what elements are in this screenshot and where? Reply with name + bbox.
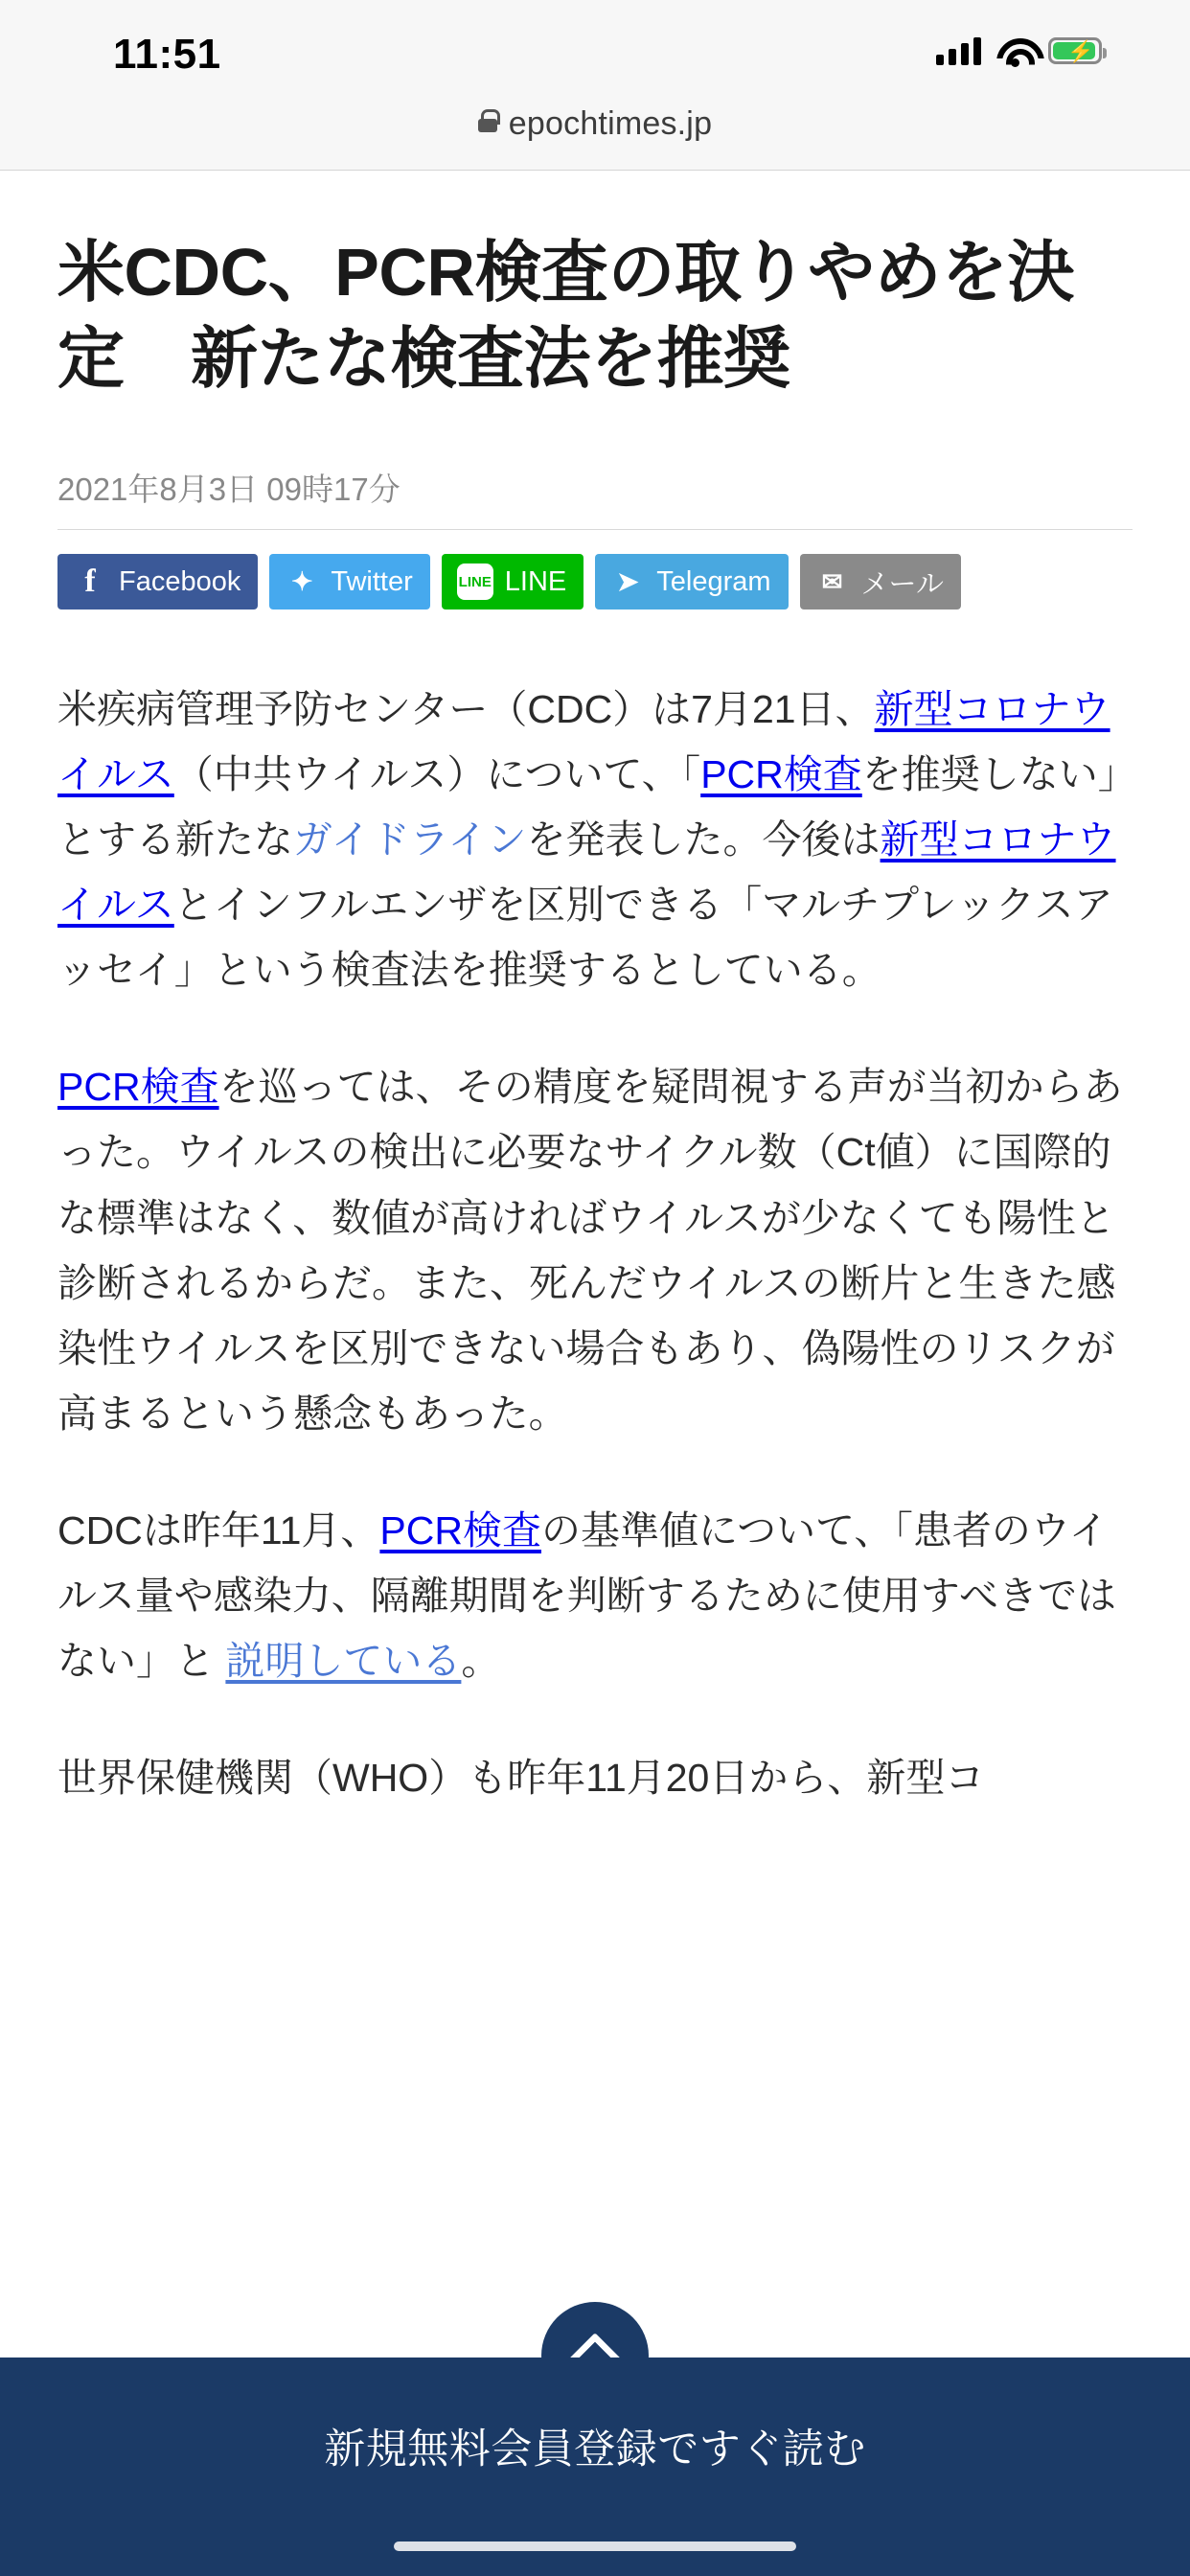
status-icons (936, 36, 1102, 65)
paragraph-3-text-a: CDCは昨年11月、 (57, 1507, 380, 1552)
address-bar[interactable] (0, 105, 1190, 169)
paragraph-3-text-b: の基準値について、「患者のウイルス量や感染力、隔離期間を判断するために使用すべきではない」と (57, 1507, 1116, 1683)
browser-chrome (0, 0, 1190, 171)
paragraph-3-text-c: 。 (461, 1638, 501, 1683)
link-pcr-test-3[interactable]: PCR検査 (379, 1507, 541, 1552)
paragraph-1-text-c: を推奨しない」とする新たな (57, 752, 1118, 862)
link-covid-1[interactable]: 新型コロナウイルス (57, 687, 1110, 797)
line-icon: LINE (457, 564, 493, 600)
home-indicator (394, 2542, 796, 2551)
signal-bars-icon (936, 36, 981, 65)
paragraph-1-text-a: 米疾病管理予防センター（CDC）は7月21日、 (57, 687, 875, 732)
share-mail-button[interactable] (800, 554, 961, 610)
facebook-icon: f (84, 564, 96, 600)
article-content (0, 171, 1190, 1810)
article-timestamp: 2021年8月3日 09時17分 (57, 465, 1133, 530)
status-bar (0, 0, 1190, 105)
article-body (57, 677, 1133, 1810)
address-bar-url: epochtimes.jp (508, 105, 713, 142)
battery-charging-icon: ⚡ (1048, 37, 1102, 64)
share-telegram-label: Telegram (656, 565, 771, 597)
article-paragraph-4: 世界保健機関（WHO）も昨年11月20日から、新型コ (57, 1755, 985, 1800)
article-paragraph-3 (57, 1498, 1133, 1693)
mail-icon: ✉ (821, 566, 843, 596)
telegram-icon: ➤ (616, 566, 639, 596)
status-time: 11:51 (113, 31, 221, 78)
paragraph-1-text-d: を発表した。今後は (526, 817, 881, 862)
wifi-icon (996, 36, 1033, 65)
share-facebook-button[interactable] (57, 554, 258, 610)
link-pcr-test-1[interactable]: PCR検査 (700, 752, 862, 797)
page-title: 米CDC、PCR検査の取りやめを決定 新たな検査法を推奨 (57, 235, 1074, 396)
paragraph-2-text: を巡っては、その精度を疑問視する声が当初からあった。ウイルスの検出に必要なサイクル数（Ct値）に国際的な標準はなく、数値が高ければウイルスが少なくても陽性と診断されるからだ。また、死んだウイルスの断片と生きた感染性ウイルスを区別できない場合もあり、偽陽性のリスクが高まるという懸念もあった。 (57, 1065, 1123, 1436)
share-line-button[interactable] (442, 554, 584, 610)
twitter-icon: ✦ (291, 566, 313, 596)
paragraph-1-text-b: （中共ウイルス）について、「 (173, 752, 701, 797)
share-mail-label: メール (860, 568, 944, 600)
link-covid-2[interactable]: 新型コロナウイルス (57, 817, 1116, 928)
article-paragraph-2 (57, 1054, 1133, 1445)
share-buttons (57, 554, 1133, 610)
share-facebook-label: Facebook (119, 565, 241, 597)
paragraph-1-text-e: とインフルエンザを区別できる「マルチプレックスアッセイ」という検査法を推奨するとしている。 (57, 883, 1113, 993)
signup-cta-label: 新規無料会員登録ですぐ読む (324, 2426, 866, 2472)
share-telegram-button[interactable] (595, 554, 788, 610)
lock-icon (478, 109, 497, 132)
share-twitter-label: Twitter (331, 565, 413, 597)
link-explanation[interactable]: 説明している (225, 1638, 462, 1683)
link-guideline[interactable]: ガイドライン (293, 817, 527, 862)
link-pcr-test-2[interactable]: PCR検査 (57, 1065, 219, 1110)
share-twitter-button[interactable] (269, 554, 429, 610)
share-line-label: LINE (504, 565, 567, 597)
article-paragraph-1 (57, 677, 1133, 1002)
